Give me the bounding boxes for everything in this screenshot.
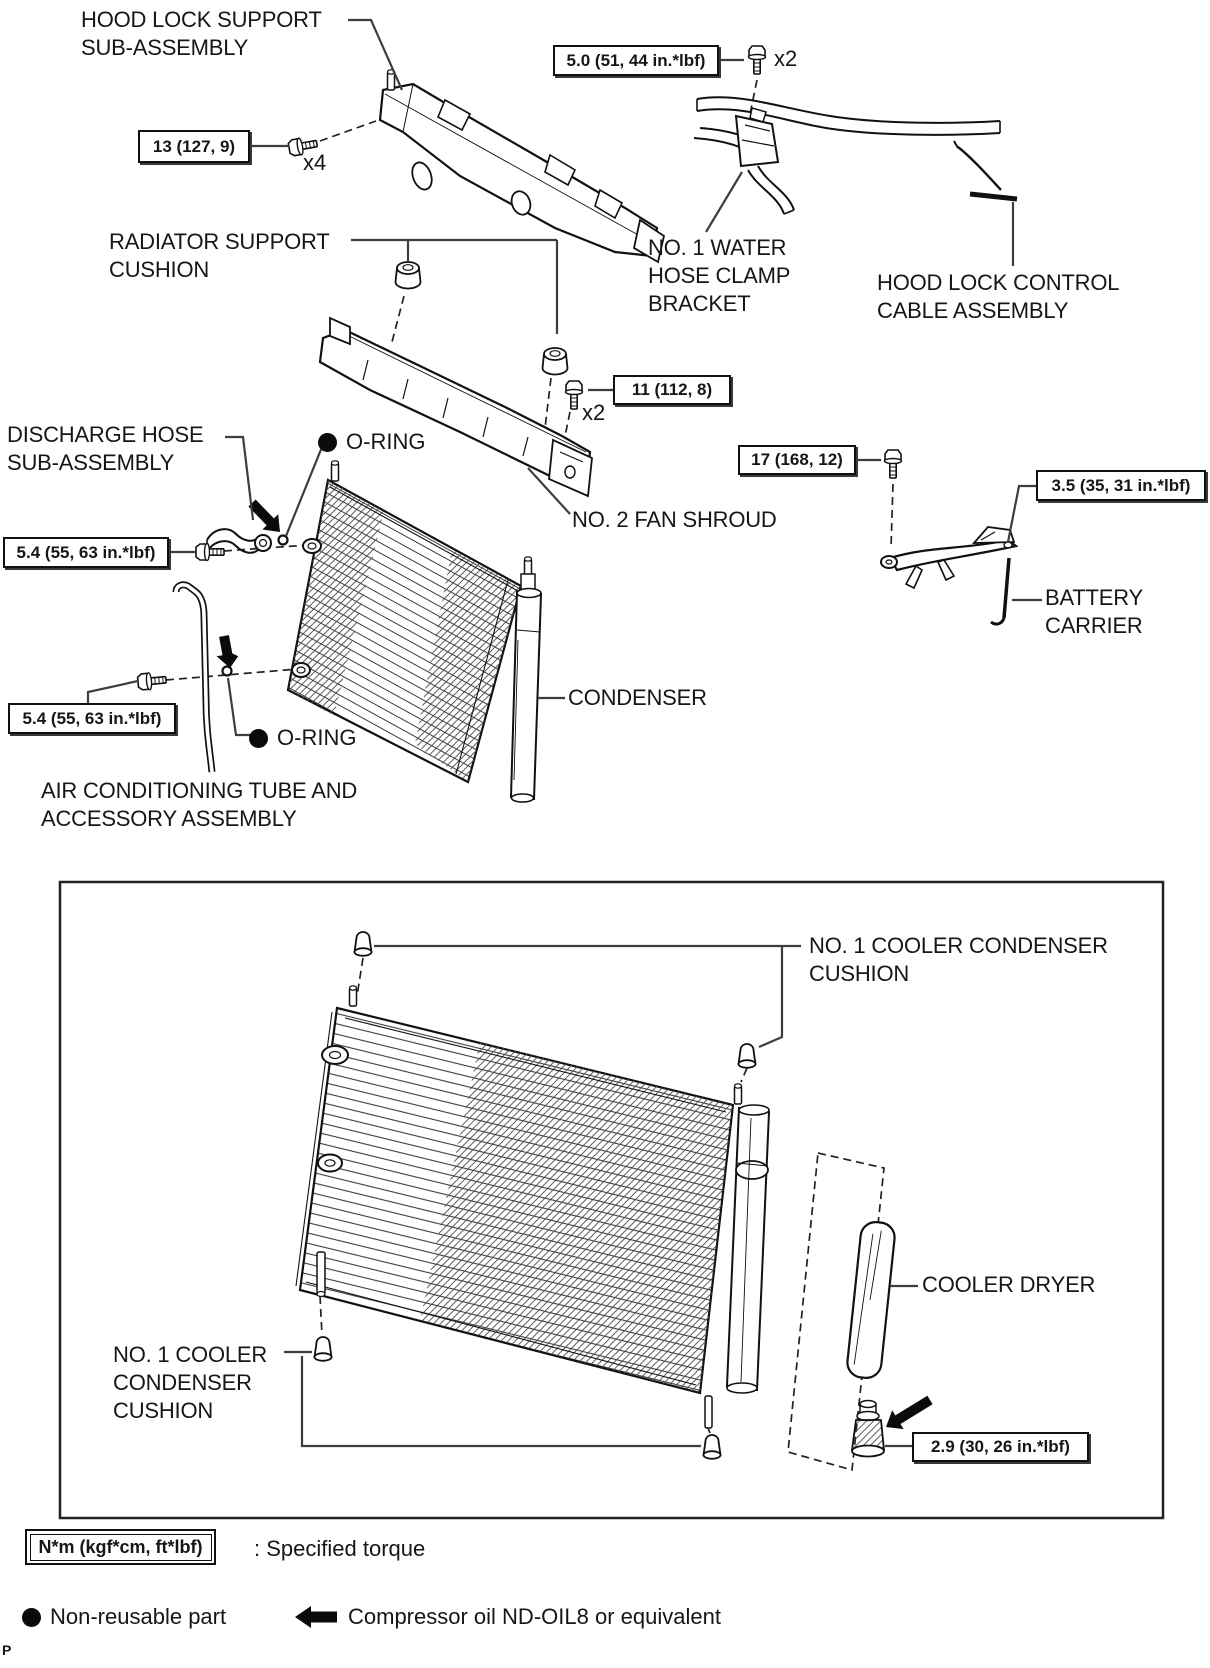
ac-tube-label: AIR CONDITIONING TUBE AND ACCESSORY ASSEMBLY: [41, 778, 358, 831]
bolt-icon: [885, 450, 902, 478]
compressor-oil-legend: Compressor oil ND-OIL8 or equivalent: [348, 1604, 721, 1629]
torque-spec-29: 2.9 (30, 26 in.*lbf): [912, 1432, 1089, 1462]
fan-shroud-label: NO. 2 FAN SHROUD: [572, 507, 777, 532]
torque-spec-54-upper: 5.4 (55, 63 in.*lbf): [3, 537, 169, 568]
radiator-support-cushion-label: RADIATOR SUPPORT CUSHION: [109, 229, 330, 282]
qty-x2-upper: x2: [774, 46, 798, 71]
torque-spec-50: 5.0 (51, 44 in.*lbf): [553, 45, 719, 76]
cooler-dryer-drawing: [846, 1221, 896, 1380]
cooler-cushion-2: [739, 1044, 756, 1068]
cooler-cushion-3: [315, 1337, 332, 1361]
discharge-hose-label: DISCHARGE HOSE SUB-ASSEMBLY: [7, 422, 204, 475]
qty-x2-mid: x2: [582, 400, 606, 425]
torque-spec-17: 17 (168, 12): [738, 445, 856, 475]
hood-lock-support-drawing: [380, 70, 664, 262]
torque-spec-13: 13 (127, 9): [138, 130, 250, 163]
torque-spec-35: 3.5 (35, 31 in.*lbf): [1036, 470, 1206, 501]
o-ring-lower-label: O-RING: [249, 725, 356, 751]
fan-shroud-drawing: [320, 318, 592, 496]
bolt-icon: [196, 544, 224, 561]
non-reusable-dot-icon: [318, 433, 337, 452]
o-ring-lower-part: [223, 667, 232, 676]
hood-lock-cable-label: HOOD LOCK CONTROL CABLE ASSEMBLY: [877, 270, 1120, 323]
oil-arrow-icon: [217, 635, 239, 668]
hood-lock-support-label: HOOD LOCK SUPPORT SUB-ASSEMBLY: [81, 7, 322, 60]
leader-lines: [88, 20, 1042, 735]
bolt-icon: [137, 671, 166, 690]
cooler-cushion-4: [704, 1435, 721, 1459]
cooler-cushion-right-label: NO. 1 COOLER CONDENSER CUSHION: [809, 933, 1108, 986]
bolt-icon: [749, 46, 766, 74]
torque-spec-11: 11 (112, 8): [613, 375, 731, 405]
battery-carrier-label: BATTERY CARRIER: [1045, 585, 1144, 638]
oil-plug-drawing: [852, 1401, 884, 1457]
radiator-cushion-2: [543, 348, 568, 375]
cooler-condenser-drawing: [296, 986, 769, 1428]
o-ring-upper-part: [279, 536, 288, 545]
torque-spec-54-lower: 5.4 (55, 63 in.*lbf): [8, 703, 176, 734]
compressor-oil-arrow-icon: [295, 1606, 337, 1628]
water-hose-clamp-drawing: [694, 97, 1000, 214]
battery-carrier-drawing: [881, 527, 1016, 624]
non-reusable-legend: Non-reusable part: [22, 1604, 226, 1630]
o-ring-upper-label: O-RING: [318, 429, 425, 455]
page-marker: P: [2, 1642, 12, 1658]
cooler-cushion-1: [355, 932, 372, 956]
condenser-label: CONDENSER: [568, 685, 707, 710]
cooler-dryer-label: COOLER DRYER: [922, 1272, 1096, 1297]
bolt-icon: [566, 381, 583, 409]
water-hose-clamp-bracket-label: NO. 1 WATER HOSE CLAMP BRACKET: [648, 235, 791, 316]
oil-arrow-icon: [886, 1396, 933, 1429]
radiator-cushion-1: [396, 262, 421, 289]
hood-lock-cable-drawing: [954, 141, 1017, 199]
qty-x4: x4: [303, 150, 327, 175]
cooler-cushion-left-label: NO. 1 COOLER CONDENSER CUSHION: [113, 1342, 268, 1423]
torque-legend-caption: : Specified torque: [254, 1536, 426, 1561]
torque-legend-box: N*m (kgf*cm, ft*lbf): [25, 1529, 216, 1565]
non-reusable-dot-icon: [249, 729, 268, 748]
non-reusable-dot-icon: [22, 1608, 41, 1627]
